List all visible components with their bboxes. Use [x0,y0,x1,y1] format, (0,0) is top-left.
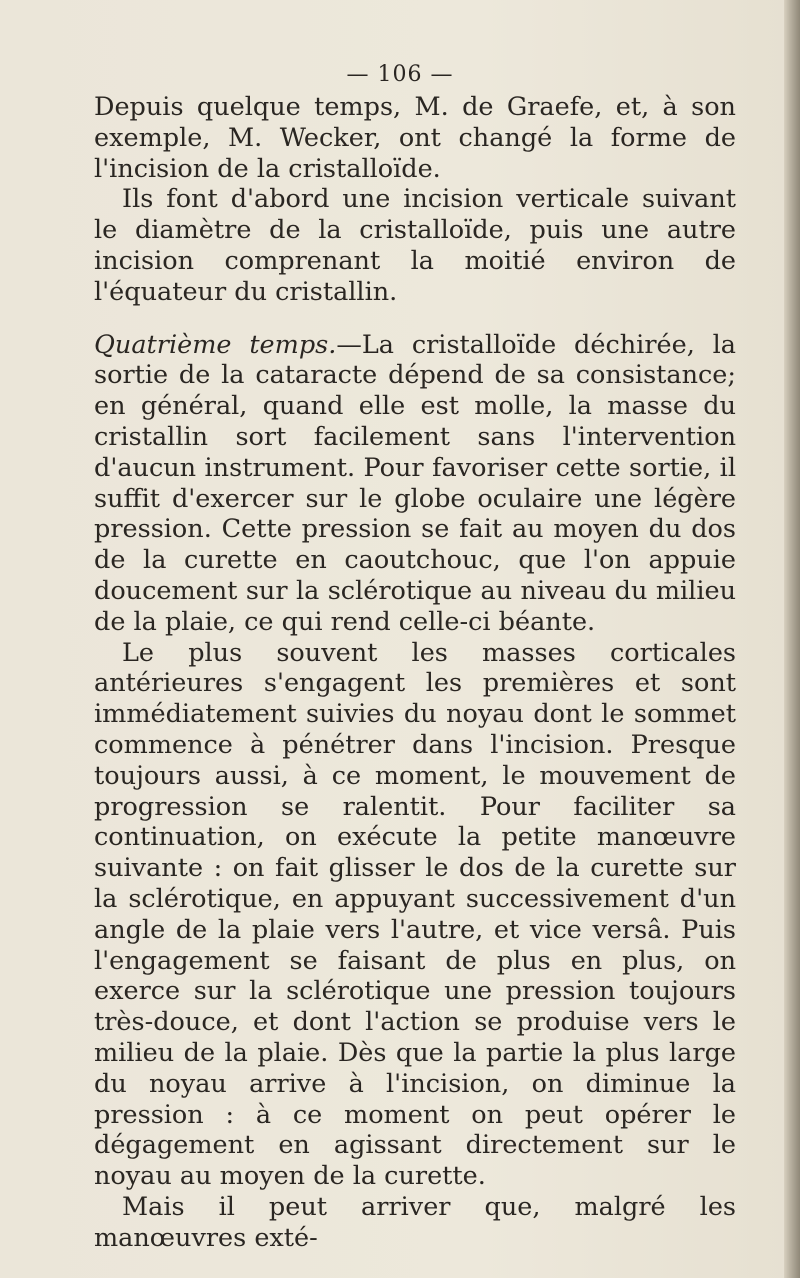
paragraph-2: Ils font d'abord une incision verticale suivant le diamètre de la cristalloïde, puis une autre incision comprenant la moitié environ de l'équateur du cristallin. [94,184,736,307]
paragraph-4: Le plus souvent les masses corticales antérieures s'engagent les premières et sont immédiatement suivies du noyau dont le sommet commence à pénétrer dans l'incision. Presque toujours aussi, à ce moment, le mouvement de progression se ralentit. Pour faciliter sa continuation, on exécute la petite manœuvre suivante : on fait glisser le dos de la curette sur la sclérotique, en appuyant successivement d'un angle de la plaie vers l'autre, et vice versâ. Puis l'engagement se faisant de plus en plus, on exerce sur la sclérotique une pression toujours très-douce, et dont l'action se produise vers le milieu de la plaie. Dès que la partie la plus large du noyau arrive à l'incision, on diminue la pression : à ce moment on peut opérer le dégagement en agissant directement sur le noyau au moyen de la curette. [94,637,736,1192]
page-edge-shadow [784,0,800,1278]
page-number: — 106 — [346,62,454,87]
paragraph-1: Depuis quelque temps, M. de Graefe, et, à son exemple, M. Wecker, ont changé la forme de l'incision de la cristalloïde. [94,92,736,184]
paragraph-3 [94,330,736,638]
body-text [94,92,736,1253]
paragraph-5: Mais il peut arriver que, malgré les manœuvres exté- [94,1191,736,1253]
paragraph-3-text: —La cristalloïde déchirée, la sortie de la cataracte dépend de sa consistance; en général, quand elle est molle, la masse du cristallin sort facilement sans l'intervention d'aucun instrument. Pour favoriser cette sortie, il suffit d'exercer sur le globe oculaire une légère pression. Cette pression se fait au moyen du dos de la curette en caoutchouc, que l'on appuie doucement sur la sclérotique au niveau du milieu de la plaie, ce qui rend celle-ci béante. [94,329,736,637]
section-heading: Quatrième temps. [94,329,337,360]
